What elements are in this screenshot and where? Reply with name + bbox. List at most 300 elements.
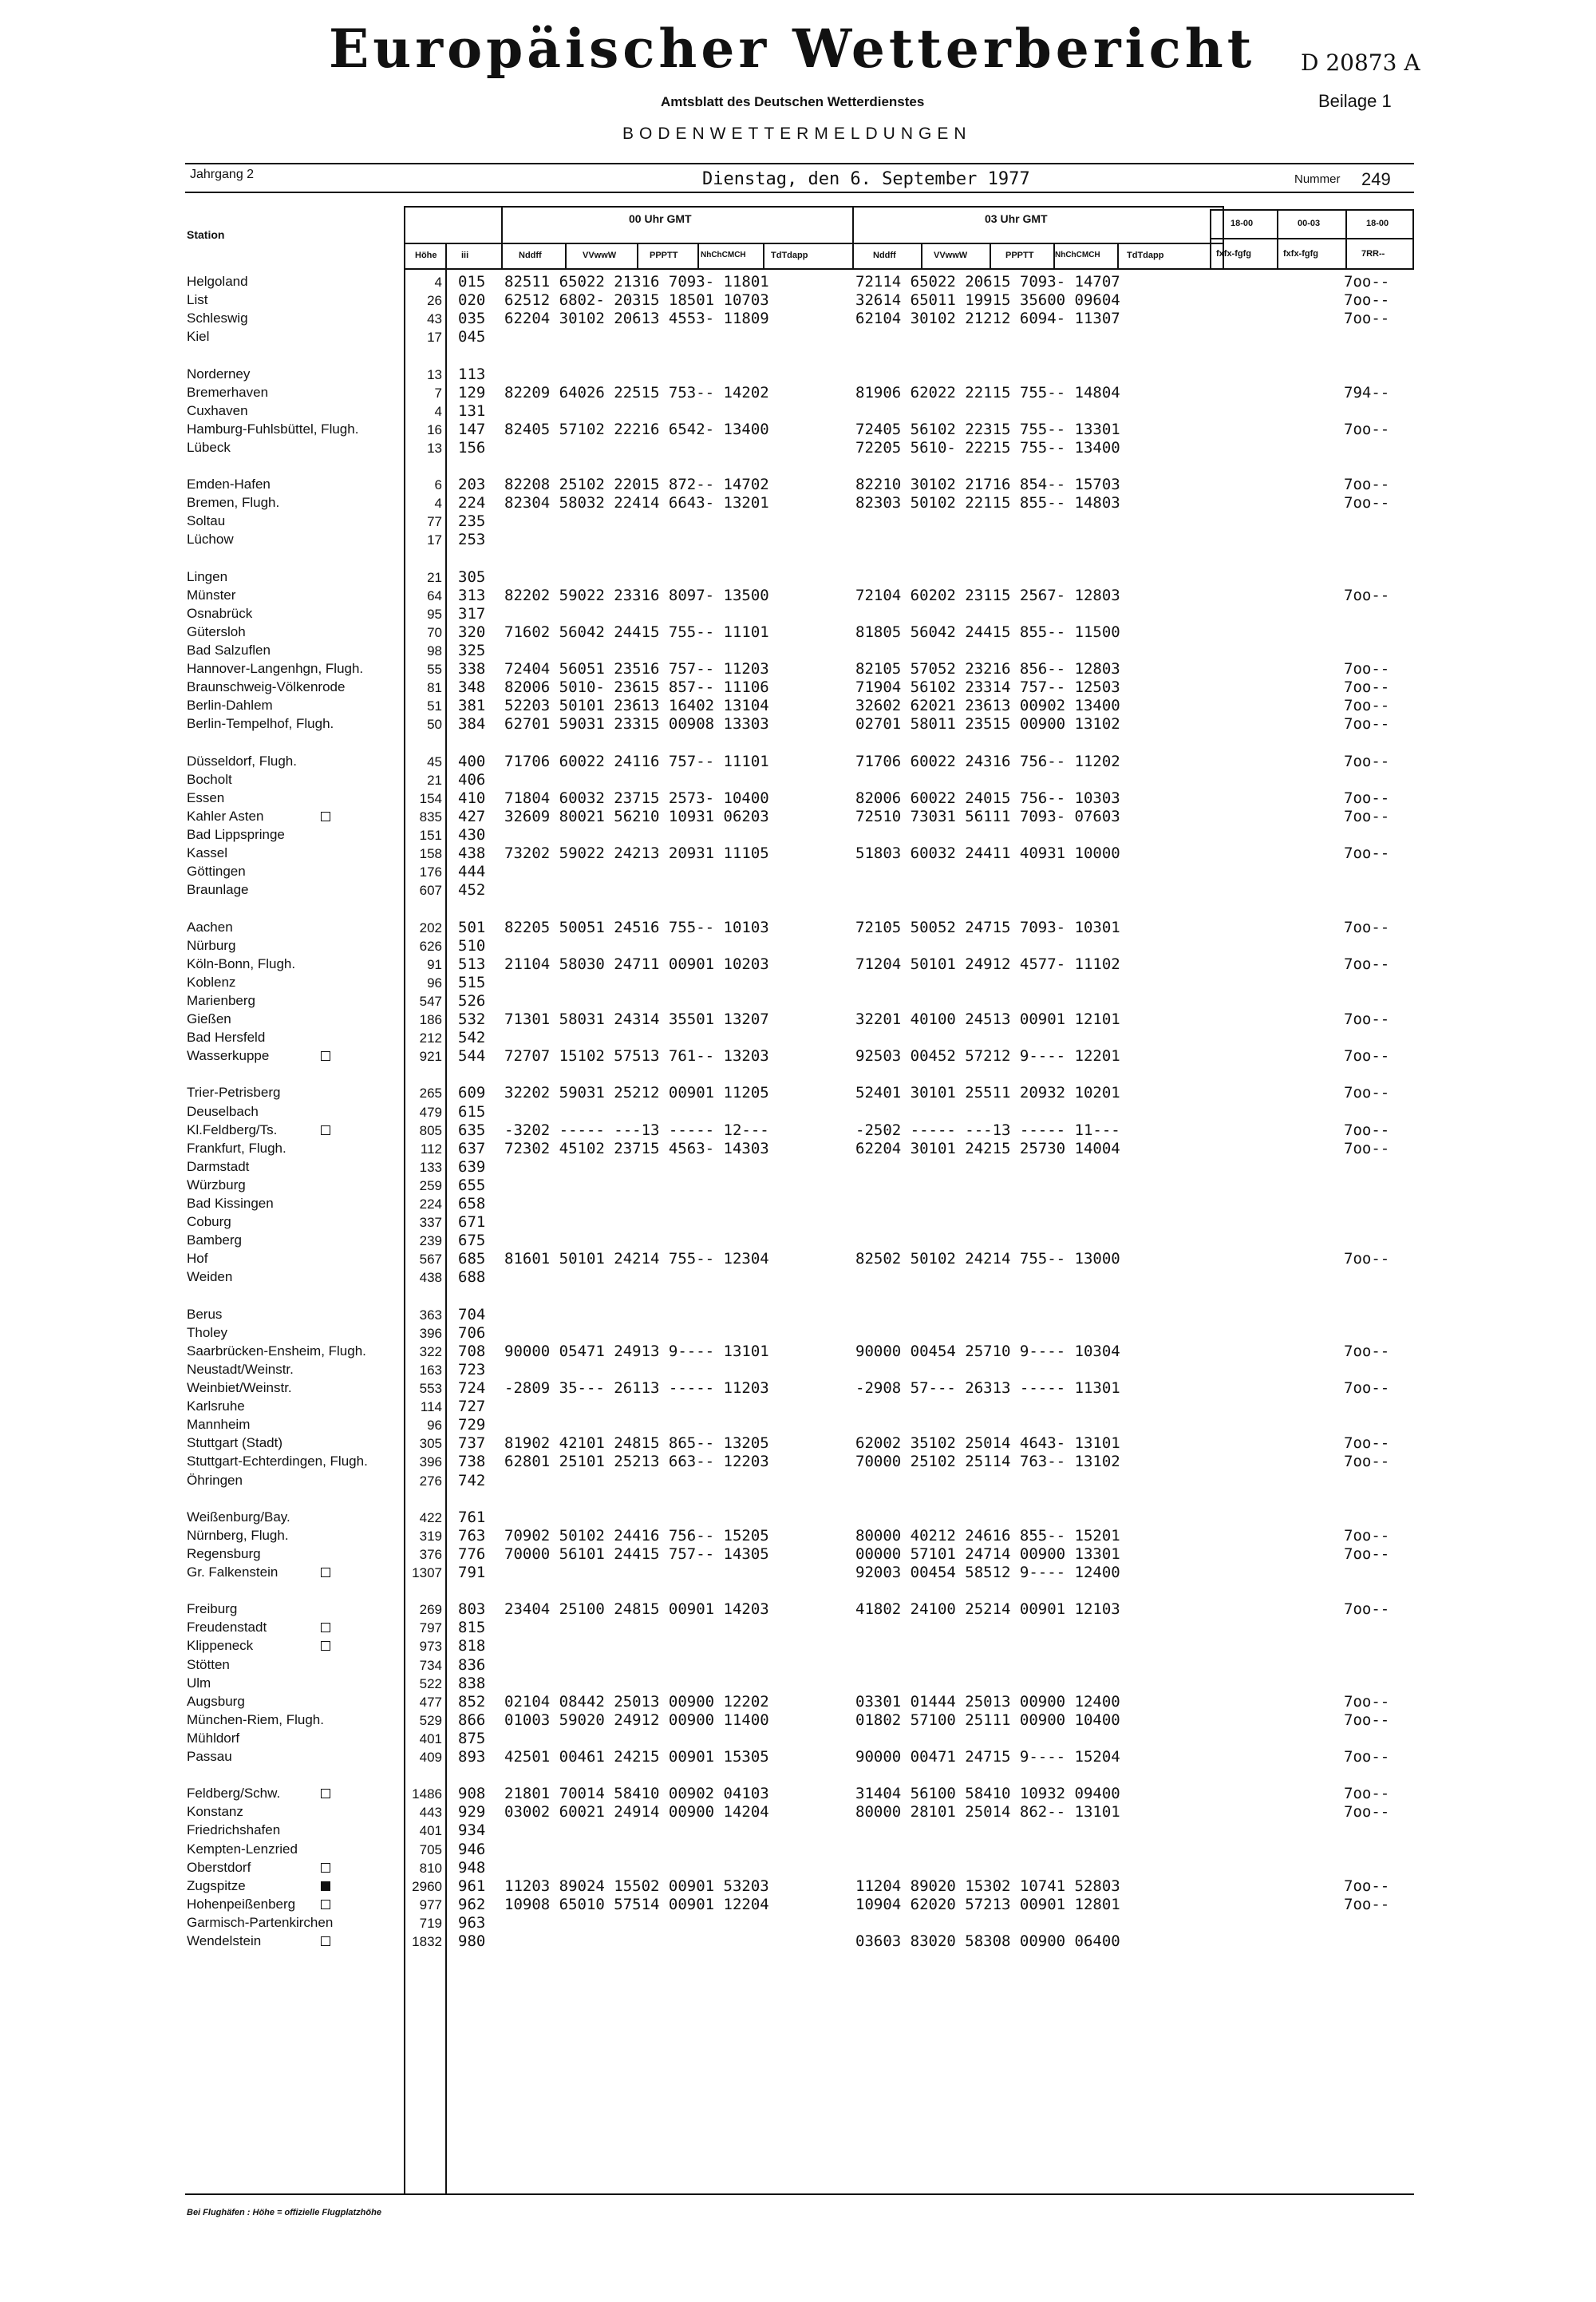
station-index: 980 [458,1932,486,1950]
station-height: 2960 [412,1878,442,1894]
table-row [0,439,1436,457]
obs-00-gmt: 62801 25101 25213 663-- 12203 [504,1453,769,1471]
station-index: 675 [458,1232,486,1250]
obs-precip: 7oo-- [1344,1121,1390,1139]
station-height: 91 [427,956,442,972]
station-name: Schleswig [187,310,248,326]
station-name: Deuselbach [187,1103,259,1119]
header-box-main [404,206,1224,270]
document-number: D 20873 A [1301,49,1420,76]
header-col03-1: VVwwW [934,251,968,260]
station-index: 962 [458,1895,486,1913]
table-row [0,1343,1436,1361]
station-index: 708 [458,1342,486,1360]
station-height: 114 [420,1399,442,1415]
station-name: Kassel [187,845,228,861]
table-row [0,881,1436,900]
obs-precip: 7oo-- [1344,1526,1390,1545]
table-row [0,421,1436,439]
station-index: 203 [458,476,486,494]
header-vline [637,243,638,270]
station-name: Hof [187,1251,208,1267]
station-height: 422 [419,1509,442,1525]
station-name: Aachen [187,919,233,935]
station-index: 156 [458,438,486,457]
table-row [0,1932,1436,1951]
obs-precip: 7oo-- [1344,1877,1390,1895]
obs-precip: 7oo-- [1344,1545,1390,1563]
station-index: 893 [458,1748,486,1766]
table-row [0,697,1436,715]
table-row [0,273,1436,291]
header-col03-4: TdTdapp [1127,251,1164,260]
header-col00-1: VVwwW [583,251,617,260]
station-name: Helgoland [187,274,248,289]
obs-precip: 7oo-- [1344,291,1390,310]
station-height: 17 [427,330,442,346]
section-title: BODENWETTERMELDUNGEN [622,125,972,143]
station-name: Essen [187,789,225,805]
station-index: 738 [458,1453,486,1471]
station-index: 671 [458,1213,486,1232]
obs-03-gmt: 02701 58011 23515 00900 13102 [855,715,1120,734]
obs-precip: 7oo-- [1344,1084,1390,1102]
obs-00-gmt: 70000 56101 24415 757-- 14305 [504,1545,769,1563]
obs-03-gmt: 70000 25102 25114 763-- 13102 [855,1453,1120,1471]
station-height: 239 [419,1233,442,1249]
station-index: 532 [458,1011,486,1028]
station-height: 626 [419,938,442,954]
station-height: 337 [419,1215,442,1231]
station-height: 45 [427,753,442,769]
station-index: 615 [458,1102,486,1121]
station-index: 035 [458,310,486,328]
station-index: 724 [458,1379,486,1397]
obs-00-gmt: 82511 65022 21316 7093- 11801 [504,273,769,291]
station-name: Kl.Feldberg/Ts. [187,1121,278,1137]
station-name: Hamburg-Fuhlsbüttel, Flugh. [187,421,359,437]
station-height: 43 [427,311,442,327]
station-index: 761 [458,1508,486,1526]
table-row [0,1545,1436,1564]
station-index: 438 [458,844,486,863]
table-row [0,1306,1436,1324]
table-row [0,1250,1436,1268]
table-row [0,1379,1436,1398]
header-col00-3: NhChCMCH [701,251,746,259]
obs-00-gmt: 21104 58030 24711 00901 10203 [504,955,769,973]
table-row [0,789,1436,808]
table-row [0,1232,1436,1250]
obs-precip: 7oo-- [1344,1011,1390,1028]
header-col00-0: Nddff [519,251,542,260]
header-col03-3: NhChCMCH [1055,251,1100,259]
obs-00-gmt: 11203 89024 15502 00901 53203 [504,1877,769,1895]
obs-00-gmt: 71301 58031 24314 35501 13207 [504,1011,769,1028]
obs-03-gmt: -2908 57--- 26313 ----- 11301 [855,1379,1120,1397]
header-vline [445,243,447,270]
station-name: Nürnberg, Flugh. [187,1527,289,1543]
station-height: 17 [427,532,442,548]
header-vline [697,243,699,270]
header-vline [1277,209,1278,270]
station-name: Norderney [187,366,251,382]
station-index: 113 [458,365,486,383]
obs-03-gmt: 82210 30102 21716 854-- 15703 [855,476,1120,494]
station-index: 685 [458,1250,486,1268]
station-height: 921 [419,1049,442,1065]
station-index: 609 [458,1084,486,1102]
station-name: Mannheim [187,1417,251,1433]
obs-03-gmt: 32201 40100 24513 00901 12101 [855,1011,1120,1028]
station-index: 452 [458,881,486,900]
square-icon [321,1936,330,1946]
station-name: Coburg [187,1214,231,1230]
station-height: 1832 [412,1934,442,1949]
obs-precip: 7oo-- [1344,752,1390,770]
station-name: Gießen [187,1011,231,1026]
nummer-label: Nummer [1294,172,1341,186]
header-col03-2: PPPTT [1005,251,1034,260]
station-height: 443 [419,1805,442,1821]
table-row [0,844,1436,863]
station-height: 7 [434,385,442,401]
station-height: 401 [419,1730,442,1746]
obs-03-gmt: 32614 65011 19915 35600 09604 [855,291,1120,310]
station-height: 158 [419,846,442,862]
obs-03-gmt: 10904 62020 57213 00901 12801 [855,1895,1120,1913]
obs-03-gmt: 92503 00452 57212 9---- 12201 [855,1047,1120,1066]
station-name: Marienberg [187,992,255,1008]
station-name: Regensburg [187,1545,261,1561]
station-height: 81 [427,680,442,696]
station-name: Berlin-Dahlem [187,698,273,714]
station-index: 658 [458,1195,486,1212]
station-name: Öhringen [187,1472,243,1488]
header-right-bottom-1: fxfx-fgfg [1283,249,1318,259]
header-vline [1345,209,1347,270]
obs-precip: 7oo-- [1344,1748,1390,1766]
station-index: 727 [458,1398,486,1416]
station-name: Tholey [187,1324,228,1340]
station-index: 020 [458,291,486,310]
station-name: Würzburg [187,1177,246,1193]
obs-00-gmt: 62512 6802- 20315 18501 10703 [504,291,769,310]
obs-precip: 7oo-- [1344,1250,1390,1268]
obs-03-gmt: 81805 56042 24415 855-- 11500 [855,623,1120,641]
station-height: 409 [419,1750,442,1765]
header-vline [852,206,854,270]
station-height: 607 [419,883,442,899]
table-row [0,310,1436,328]
obs-precip: 7oo-- [1344,310,1390,328]
obs-03-gmt: 32602 62021 23613 00902 13400 [855,697,1120,715]
obs-precip: 7oo-- [1344,494,1390,512]
station-index: 908 [458,1785,486,1803]
station-index: 948 [458,1858,486,1877]
square-icon [321,812,330,821]
station-name: Freudenstadt [187,1620,267,1636]
station-height: 705 [419,1841,442,1857]
station-index: 224 [458,494,486,512]
obs-03-gmt: 72114 65022 20615 7093- 14707 [855,273,1120,291]
station-name: Bad Kissingen [187,1196,274,1211]
obs-00-gmt: 02104 08442 25013 00900 12202 [504,1692,769,1711]
obs-03-gmt: 11204 89020 15302 10741 52803 [855,1877,1120,1895]
station-index: 704 [458,1305,486,1323]
square-icon [321,1125,330,1135]
obs-precip: 7oo-- [1344,1342,1390,1360]
station-index: 803 [458,1600,486,1619]
station-index: 045 [458,328,486,346]
obs-precip: 7oo-- [1344,844,1390,863]
station-name: Stuttgart (Stadt) [187,1435,282,1451]
obs-00-gmt: 01003 59020 24912 00900 11400 [504,1711,769,1729]
station-name: Zugspitze [187,1877,246,1893]
obs-03-gmt: 01802 57100 25111 00900 10400 [855,1711,1120,1729]
footnote: Bei Flughäfen : Höhe = offizielle Flugplatzhöhe [187,2208,381,2217]
station-index: 852 [458,1692,486,1711]
obs-03-gmt: 92003 00454 58512 9---- 12400 [855,1564,1120,1581]
station-index: 742 [458,1471,486,1489]
obs-00-gmt: 71706 60022 24116 757-- 11101 [504,752,769,770]
station-height: 396 [419,1325,442,1341]
table-row [0,992,1436,1011]
station-name: Lüchow [187,532,234,548]
table-row [0,974,1436,992]
table-row [0,531,1436,549]
obs-03-gmt: 62204 30101 24215 25730 14004 [855,1139,1120,1157]
station-height: 363 [419,1307,442,1323]
station-height: 567 [419,1252,442,1268]
obs-03-gmt: 03301 01444 25013 00900 12400 [855,1692,1120,1711]
table-row [0,955,1436,974]
station-index: 706 [458,1323,486,1342]
obs-precip: 7oo-- [1344,1711,1390,1729]
station-name: Garmisch-Partenkirchen [187,1914,334,1930]
obs-00-gmt: 82202 59022 23316 8097- 13500 [504,586,769,604]
table-row [0,1213,1436,1232]
obs-00-gmt: -2809 35--- 26113 ----- 11203 [504,1379,769,1397]
station-index: 147 [458,420,486,438]
station-height: 322 [419,1343,442,1359]
station-name: Frankfurt, Flugh. [187,1140,286,1156]
table-row [0,568,1436,587]
table-row [0,1637,1436,1655]
obs-precip: 7oo-- [1344,476,1390,494]
station-index: 015 [458,273,486,291]
station-index: 410 [458,789,486,807]
obs-precip: 7oo-- [1344,955,1390,973]
station-name: Trier-Petrisberg [187,1085,281,1101]
table-row [0,771,1436,789]
station-index: 791 [458,1564,486,1581]
station-index: 526 [458,991,486,1010]
obs-03-gmt: 52401 30101 25511 20932 10201 [855,1084,1120,1102]
header-right-top-0: 18-00 [1231,219,1254,228]
table-row [0,1914,1436,1932]
header-hline [1210,238,1414,239]
station-index: 737 [458,1434,486,1453]
table-row [0,1841,1436,1859]
square-icon [321,1641,330,1651]
obs-00-gmt: 10908 65010 57514 00901 12204 [504,1895,769,1913]
table-row [0,366,1436,384]
station-index: 763 [458,1526,486,1545]
obs-03-gmt: 90000 00454 25710 9---- 10304 [855,1342,1120,1360]
obs-03-gmt: 82303 50102 22115 855-- 14803 [855,494,1120,512]
obs-00-gmt: 73202 59022 24213 20931 11105 [504,844,769,863]
station-height: 1307 [412,1565,442,1580]
table-row [0,1693,1436,1711]
station-name: Wasserkuppe [187,1048,270,1064]
station-name: Lübeck [187,439,231,455]
filled-square-icon [321,1881,330,1891]
date-divider [185,192,1414,193]
station-name: Weinbiet/Weinstr. [187,1380,292,1395]
station-height: 479 [419,1104,442,1120]
obs-00-gmt: -3202 ----- ---13 ----- 12--- [504,1121,769,1139]
station-height: 55 [427,662,442,678]
table-row [0,678,1436,697]
obs-03-gmt: 90000 00471 24715 9---- 15204 [855,1748,1120,1766]
station-name: List [187,292,208,308]
obs-03-gmt: 72510 73031 56111 7093- 07603 [855,807,1120,825]
obs-00-gmt: 81601 50101 24214 755-- 12304 [504,1250,769,1268]
table-row [0,826,1436,844]
station-index: 961 [458,1877,486,1895]
table-row [0,1434,1436,1453]
table-row [0,1361,1436,1379]
station-index: 544 [458,1047,486,1066]
table-row [0,1896,1436,1914]
station-height: 401 [419,1823,442,1839]
obs-00-gmt: 23404 25100 24815 00901 14203 [504,1600,769,1619]
station-height: 186 [419,1012,442,1027]
station-index: 723 [458,1360,486,1378]
station-index: 838 [458,1674,486,1692]
obs-00-gmt: 82304 58032 22414 6643- 13201 [504,494,769,512]
table-row [0,1803,1436,1821]
header-right-bottom-2: 7RR-- [1361,249,1385,259]
station-index: 515 [458,973,486,991]
station-height: 396 [419,1454,442,1470]
station-height: 13 [427,366,442,382]
station-name: Bremen, Flugh. [187,495,280,511]
square-icon [321,1051,330,1061]
table-row [0,1140,1436,1158]
station-name: Konstanz [187,1804,243,1820]
obs-03-gmt: 62104 30102 21212 6094- 11307 [855,310,1120,328]
table-row [0,1029,1436,1047]
obs-03-gmt: 71904 56102 23314 757-- 12503 [855,678,1120,697]
station-height: 202 [419,920,442,935]
table-row [0,623,1436,642]
station-height: 151 [419,828,442,843]
station-index: 384 [458,715,486,734]
header-col03-0: Nddff [873,251,896,260]
station-name: Stuttgart-Echterdingen, Flugh. [187,1454,368,1469]
station-height: 26 [427,293,442,309]
station-height: 276 [419,1473,442,1489]
table-row [0,919,1436,937]
obs-00-gmt: 90000 05471 24913 9---- 13101 [504,1342,769,1360]
obs-00-gmt: 71804 60032 23715 2573- 10400 [504,789,769,807]
obs-precip: 7oo-- [1344,697,1390,715]
station-height: 112 [420,1141,442,1157]
table-row [0,937,1436,955]
obs-03-gmt: 72105 50052 24715 7093- 10301 [855,918,1120,936]
station-height: 64 [427,587,442,603]
station-name: Darmstadt [187,1158,250,1174]
station-height: 224 [419,1196,442,1212]
station-height: 438 [419,1270,442,1286]
obs-03-gmt: 72205 5610- 22215 755-- 13400 [855,438,1120,457]
obs-precip: 7oo-- [1344,918,1390,936]
obs-03-gmt: 80000 28101 25014 862-- 13101 [855,1803,1120,1821]
station-height: 50 [427,717,442,733]
header-03-uhr: 03 Uhr GMT [985,212,1048,225]
station-index: 430 [458,826,486,844]
station-name: Augsburg [187,1693,245,1709]
obs-03-gmt: 82105 57052 23216 856-- 12803 [855,660,1120,678]
station-height: 376 [419,1546,442,1562]
header-station: Station [187,228,225,241]
table-row [0,1398,1436,1416]
table-row [0,1821,1436,1840]
station-index: 348 [458,678,486,697]
subtitle: Amtsblatt des Deutschen Wetterdienstes [661,94,925,109]
obs-00-gmt: 82006 5010- 23615 857-- 11106 [504,678,769,697]
obs-00-gmt: 52203 50101 23613 16402 13104 [504,697,769,715]
obs-precip: 7oo-- [1344,715,1390,734]
obs-00-gmt: 82208 25102 22015 872-- 14702 [504,476,769,494]
station-name: Bad Salzuflen [187,643,271,658]
station-name: Köln-Bonn, Flugh. [187,955,296,971]
table-row [0,1195,1436,1213]
station-index: 836 [458,1655,486,1674]
station-height: 265 [419,1086,442,1102]
station-name: Osnabrück [187,605,253,621]
obs-precip: 7oo-- [1344,789,1390,807]
header-right-bottom-0: fxfx-fgfg [1216,249,1251,259]
table-row [0,1121,1436,1140]
station-height: 529 [419,1712,442,1728]
station-name: Neustadt/Weinstr. [187,1361,294,1377]
table-row [0,1711,1436,1730]
station-index: 235 [458,512,486,531]
station-name: Nürburg [187,937,236,953]
obs-03-gmt: 72405 56102 22315 755-- 13301 [855,420,1120,438]
station-name: Kahler Asten [187,808,264,824]
obs-00-gmt: 03002 60021 24914 00900 14204 [504,1803,769,1821]
table-row [0,1047,1436,1066]
station-height: 154 [419,790,442,806]
obs-precip: 7oo-- [1344,1600,1390,1619]
station-name: Bamberg [187,1232,242,1248]
obs-00-gmt: 32609 80021 56210 10931 06203 [504,807,769,825]
station-height: 805 [419,1122,442,1138]
station-name: Passau [187,1749,232,1764]
obs-03-gmt: 03603 83020 58308 00900 06400 [855,1932,1120,1950]
station-name: Braunschweig-Völkenrode [187,679,346,695]
station-height: 835 [419,809,442,825]
obs-00-gmt: 82405 57102 22216 6542- 13400 [504,420,769,438]
obs-03-gmt: -2502 ----- ---13 ----- 11--- [855,1121,1120,1139]
station-name: München-Riem, Flugh. [187,1711,324,1727]
station-height: 77 [427,514,442,530]
table-row [0,863,1436,881]
